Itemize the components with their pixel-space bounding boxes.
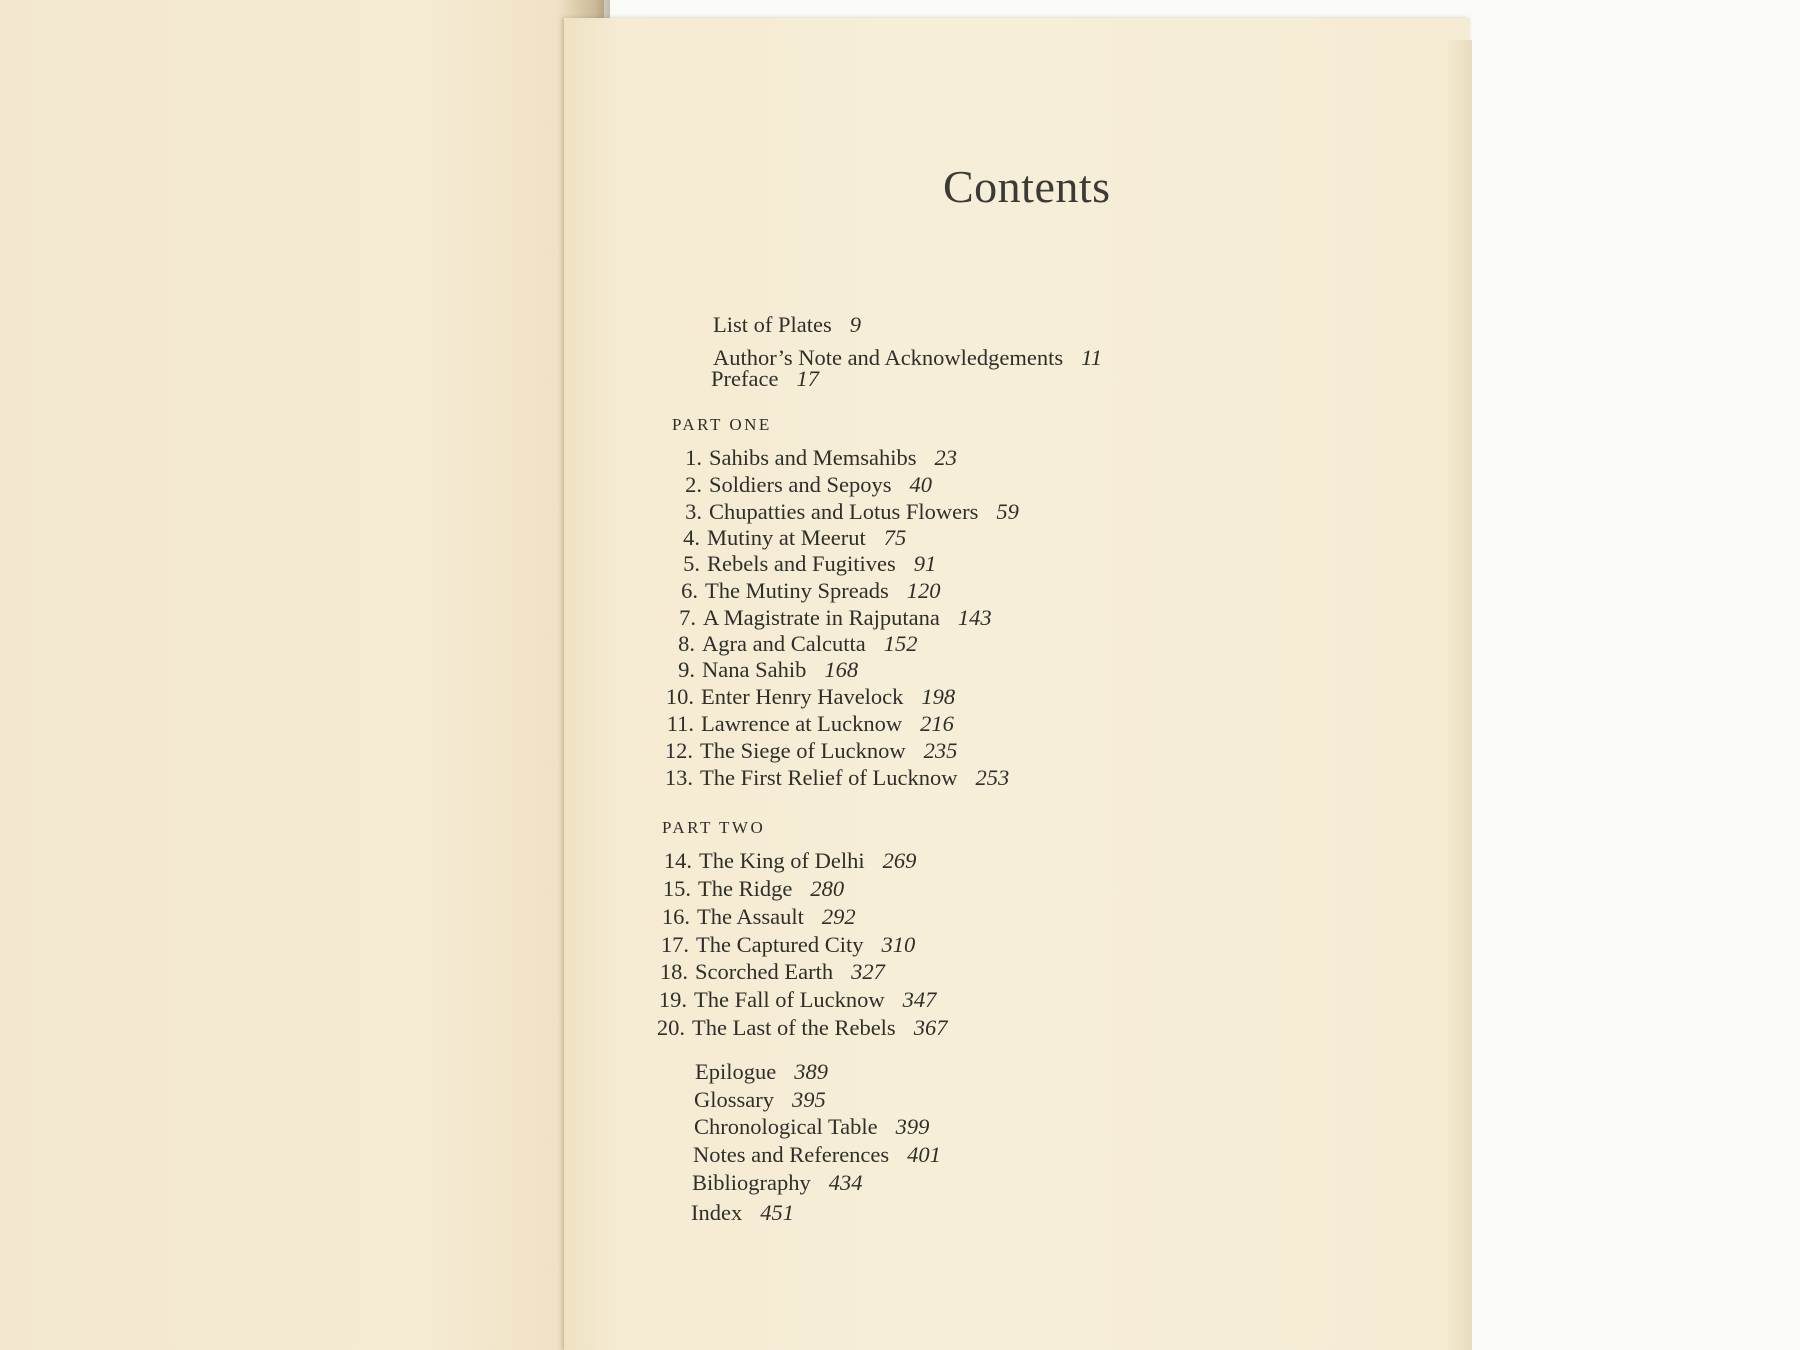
- toc-entry-front: [713, 312, 861, 338]
- toc-entry-chapter: [664, 711, 954, 737]
- chapter-number: 19.: [658, 987, 687, 1012]
- chapter-number: 12.: [664, 738, 693, 763]
- entry-label: Enter Henry Havelock: [701, 684, 904, 709]
- entry-label: The King of Delhi: [699, 848, 865, 873]
- entry-label: Soldiers and Sepoys: [709, 472, 892, 497]
- entry-label: The Assault: [697, 904, 804, 929]
- entry-page: 347: [902, 987, 937, 1012]
- toc-entry-back: [694, 1114, 929, 1140]
- toc-entry-chapter: [664, 684, 955, 710]
- entry-label: Index: [691, 1200, 743, 1225]
- entry-label: Bibliography: [692, 1170, 811, 1195]
- entry-page: 216: [920, 711, 954, 736]
- entry-page: 367: [913, 1015, 948, 1040]
- toc-entry-chapter: [660, 904, 856, 930]
- chapter-number: 1.: [685, 445, 702, 470]
- entry-page: 91: [913, 551, 937, 576]
- entry-label: Sahibs and Memsahibs: [709, 445, 917, 470]
- entry-label: The Captured City: [696, 932, 864, 957]
- toc-entry-back: [691, 1200, 794, 1226]
- entry-label: Author’s Note and Acknowledgements: [713, 345, 1064, 370]
- entry-page: 235: [923, 738, 958, 763]
- toc-entry-chapter: [657, 987, 936, 1013]
- entry-label: The Last of the Rebels: [692, 1015, 896, 1040]
- entry-label: Chupatties and Lotus Flowers: [709, 499, 979, 524]
- chapter-number: 4.: [683, 525, 700, 550]
- chapter-number: 6.: [681, 578, 698, 603]
- entry-page: 143: [957, 605, 992, 630]
- entry-page: 40: [909, 472, 932, 497]
- toc-entry-chapter: [672, 499, 1019, 525]
- entry-page: 451: [760, 1200, 794, 1225]
- entry-label: Lawrence at Lucknow: [701, 711, 903, 736]
- entry-page: 120: [906, 578, 941, 603]
- part-heading: PART TWO: [662, 818, 766, 837]
- entry-page: 434: [828, 1170, 863, 1195]
- entry-label: The Ridge: [698, 876, 793, 901]
- toc-entry-back: [693, 1142, 941, 1168]
- entry-label: Scorched Earth: [695, 959, 834, 984]
- entry-label: Epilogue: [695, 1059, 777, 1084]
- entry-page: 75: [883, 525, 907, 550]
- toc-entry-chapter: [672, 472, 932, 498]
- toc-entry-chapter: [663, 738, 957, 764]
- entry-label: Rebels and Fugitives: [707, 551, 896, 576]
- entry-page: 23: [934, 445, 957, 470]
- entry-label: Mutiny at Meerut: [707, 525, 866, 550]
- toc-entry-chapter: [665, 631, 917, 657]
- entry-page: 401: [907, 1142, 941, 1167]
- part-heading: PART ONE: [672, 415, 772, 434]
- chapter-number: 3.: [685, 499, 702, 524]
- chapter-number: 14.: [663, 848, 692, 873]
- chapter-number: 8.: [678, 631, 695, 656]
- entry-page: 9: [849, 312, 861, 337]
- contents-title: Contents: [943, 161, 1111, 212]
- entry-page: 59: [996, 499, 1019, 524]
- entry-page: 269: [882, 848, 917, 873]
- chapter-number: 15.: [662, 876, 691, 901]
- entry-page: 327: [851, 959, 885, 984]
- entry-page: 152: [883, 631, 918, 656]
- entry-label: A Magistrate in Rajputana: [703, 605, 940, 630]
- toc-entry-back: [695, 1059, 828, 1085]
- entry-label: Chronological Table: [694, 1114, 878, 1139]
- entry-page: 280: [810, 876, 845, 901]
- entry-page: 17: [796, 366, 819, 391]
- toc-entry-chapter: [661, 876, 844, 902]
- toc-entry-chapter: [670, 551, 936, 577]
- entry-label: The Fall of Lucknow: [694, 987, 885, 1012]
- entry-page: 395: [792, 1087, 826, 1112]
- left-page: [0, 0, 604, 1350]
- entry-page: 198: [921, 684, 956, 709]
- toc-entry-chapter: [665, 657, 858, 683]
- chapter-number: 2.: [685, 472, 702, 497]
- page-edge: [1448, 40, 1472, 1350]
- chapter-number: 5.: [683, 551, 700, 576]
- entry-label: Notes and References: [693, 1142, 890, 1167]
- chapter-number: 10.: [665, 684, 694, 709]
- entry-page: 168: [824, 657, 859, 682]
- entry-label: Preface: [711, 366, 779, 391]
- entry-label: The Mutiny Spreads: [705, 578, 889, 603]
- entry-page: 389: [794, 1059, 828, 1084]
- chapter-number: 7.: [679, 605, 696, 630]
- chapter-number: 13.: [664, 765, 693, 790]
- entry-page: 399: [895, 1114, 930, 1139]
- toc-entry-chapter: [662, 848, 916, 874]
- toc-entry-chapter: [668, 578, 940, 604]
- entry-page: 253: [975, 765, 1010, 790]
- toc-entry-front: [711, 366, 819, 392]
- entry-label: Glossary: [694, 1087, 774, 1112]
- chapter-number: 9.: [678, 657, 695, 682]
- toc-entry-chapter: [670, 525, 906, 551]
- entry-label: The First Relief of Lucknow: [700, 765, 958, 790]
- entry-label: Nana Sahib: [702, 657, 807, 682]
- toc-entry-back: [692, 1170, 863, 1196]
- entry-label: List of Plates: [713, 312, 832, 337]
- chapter-number: 17.: [660, 932, 689, 957]
- toc-entry-chapter: [672, 445, 957, 471]
- entry-label: Agra and Calcutta: [702, 631, 866, 656]
- toc-entry-back: [694, 1087, 826, 1113]
- entry-page: 310: [881, 932, 916, 957]
- chapter-number: 18.: [659, 959, 688, 984]
- entry-label: The Siege of Lucknow: [700, 738, 906, 763]
- entry-page: 11: [1081, 345, 1102, 370]
- chapter-number: 20.: [656, 1015, 685, 1040]
- toc-entry-chapter: [658, 959, 885, 985]
- toc-entry-chapter: [666, 605, 992, 631]
- toc-entry-chapter: [655, 1015, 947, 1041]
- chapter-number: 16.: [661, 904, 690, 929]
- toc-entry-chapter: [663, 765, 1009, 791]
- toc-entry-chapter: [659, 932, 915, 958]
- entry-page: 292: [821, 904, 856, 929]
- chapter-number: 11.: [666, 711, 694, 736]
